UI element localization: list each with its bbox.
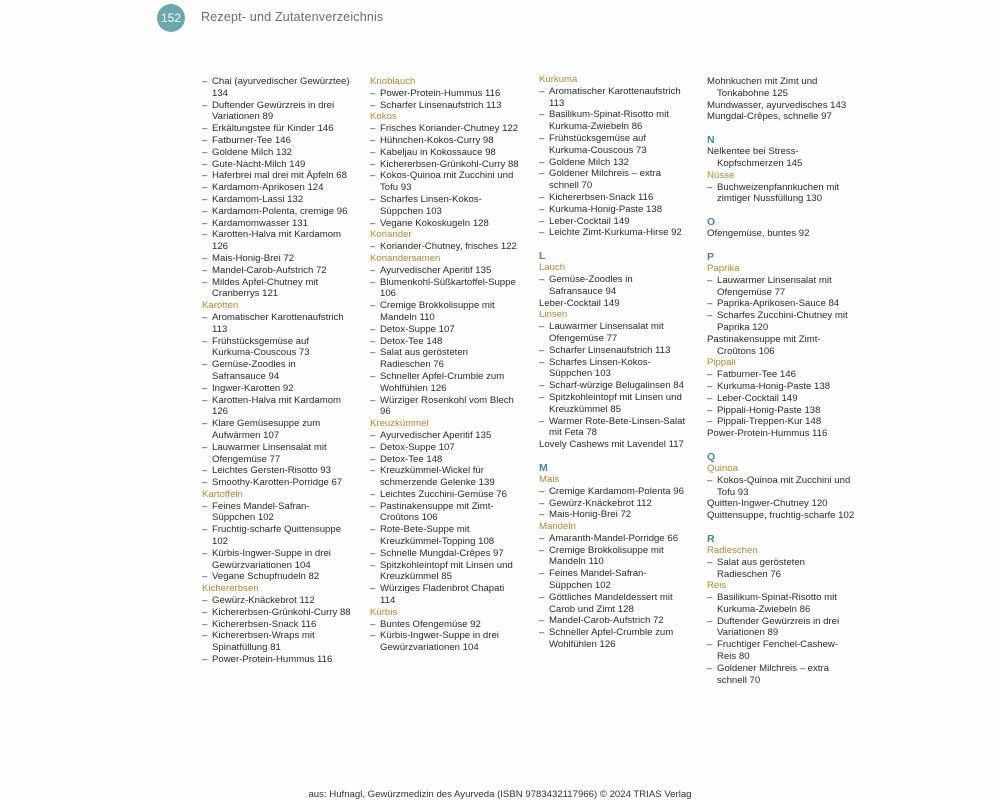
ingredient-heading: Nüsse — [707, 169, 735, 181]
recipe-entry: – Frisches Koriander-Chutney 122 — [370, 123, 520, 135]
recipe-entry: – Pastinakensuppe mit Zimt-Croûtons 106 — [370, 501, 520, 525]
recipe-entry: – Kurkuma-Honig-Paste 138 — [707, 381, 857, 393]
footer-citation: aus: Hufnagl, Gewürzmedizin des Ayurveda (ISBN 9783432117966) © 2024 TRIAS Verlag — [308, 789, 692, 800]
ingredient-heading: Kürbis — [370, 606, 398, 618]
recipe-entry: – Kardamom-Lassi 132 — [202, 194, 352, 206]
recipe-entry: – Pippali-Honig-Paste 138 — [707, 405, 857, 417]
recipe-entry: – Ingwer-Karotten 92 — [202, 383, 352, 395]
recipe-entry: – Vegane Kokoskugeln 128 — [370, 218, 520, 230]
recipe-entry: – Feines Mandel-Safran-Süppchen 102 — [539, 568, 689, 592]
recipe-entry: – Vegane Schupfnudeln 82 — [202, 571, 352, 583]
recipe-entry: – Fruchtig-scharfe Quittensuppe 102 — [202, 524, 352, 548]
recipe-entry: – Leber-Cocktail 149 — [707, 393, 857, 405]
recipe-entry: – Leber-Cocktail 149 — [539, 216, 689, 228]
recipe-entry: – Kardamom-Aprikosen 124 — [202, 182, 352, 194]
recipe-entry: – Scharfes Zucchini-Chutney mit Paprika 120 — [707, 310, 857, 334]
recipe-entry: – Scharf-würzige Belugalinsen 84 — [539, 380, 689, 392]
recipe-entry: – Mais-Honig-Brei 72 — [202, 253, 352, 265]
ingredient-heading: Koriandersamen — [370, 252, 441, 264]
recipe-entry: – Goldener Milchreis – extra schnell 70 — [539, 168, 689, 192]
recipe-entry: – Kichererbsen-Snack 116 — [202, 619, 352, 631]
recipe-entry: – Smoothy-Karotten-Porridge 67 — [202, 477, 352, 489]
recipe-entry: – Kabeljau in Kokossauce 98 — [370, 147, 520, 159]
index-letter-heading: O — [707, 216, 716, 229]
recipe-entry: – Gemüse-Zoodles in Safransauce 94 — [539, 274, 689, 298]
recipe-entry: – Cremige Brokkolisuppe mit Mandeln 110 — [539, 545, 689, 569]
ingredient-heading: Radieschen — [707, 544, 758, 556]
recipe-entry: – Salat aus gerösteten Radieschen 76 — [707, 557, 857, 581]
ingredient-heading: Pippali — [707, 357, 736, 369]
recipe-entry: – Mandel-Carob-Aufstrich 72 — [202, 265, 352, 277]
section-spacer — [707, 440, 857, 451]
section-spacer — [539, 239, 689, 250]
recipe-entry: – Pippali-Treppen-Kur 148 — [707, 416, 857, 428]
index-column-3 — [539, 74, 689, 651]
recipe-entry: – Spitzkohleintopf mit Linsen und Kreuzkümmel 85 — [539, 392, 689, 416]
section-spacer — [707, 205, 857, 216]
recipe-entry: – Mandel-Carob-Aufstrich 72 — [539, 615, 689, 627]
index-column-2 — [370, 76, 520, 654]
recipe-entry: – Kichererbsen-Grünkohl-Curry 88 — [202, 607, 352, 619]
recipe-entry: – Kichererbsen-Grünkohl-Curry 88 — [370, 159, 520, 171]
recipe-entry: – Power-Protein-Hummus 116 — [202, 654, 352, 666]
recipe-entry: – Lauwarmer Linsensalat mit Ofengemüse 77 — [202, 442, 352, 466]
recipe-entry: – Kichererbsen-Snack 116 — [539, 192, 689, 204]
recipe-entry: – Würziger Rosenkohl vom Blech 96 — [370, 395, 520, 419]
index-column-4 — [707, 76, 857, 686]
recipe-entry: – Kurkuma-Honig-Paste 138 — [539, 204, 689, 216]
recipe-entry: – Aromatischer Karottenaufstrich 113 — [539, 86, 689, 110]
ingredient-heading: Lauch — [539, 262, 566, 274]
recipe-entry: – Fatburner-Tee 146 — [202, 135, 352, 147]
index-entry: Power-Protein-Hummus 116 — [707, 428, 828, 440]
recipe-entry: – Mildes Apfel-Chutney mit Cranberrys 121 — [202, 277, 352, 301]
recipe-entry: – Detox-Tee 148 — [370, 454, 520, 466]
index-entry: Pastinakensuppe mit Zimt-Croûtons 106 — [707, 333, 821, 357]
recipe-entry: – Fruchtiger Fenchel-Cashew-Reis 80 — [707, 639, 857, 663]
recipe-entry: – Cremige Kardamom-Polenta 96 — [539, 486, 689, 498]
recipe-entry: – Lauwarmer Linsensalat mit Ofengemüse 77 — [707, 275, 857, 299]
recipe-entry: – Hühnchen-Kokos-Curry 98 — [370, 135, 520, 147]
recipe-entry: – Blumenkohl-Süßkartoffel-Suppe 106 — [370, 277, 520, 301]
ingredient-heading: Karotten — [202, 300, 239, 312]
recipe-entry: – Kreuzkümmel-Wickel für schmerzende Gelenke 139 — [370, 465, 520, 489]
recipe-entry: – Warmer Rote-Bete-Linsen-Salat mit Feta 78 — [539, 416, 689, 440]
section-spacer — [707, 240, 857, 251]
recipe-entry: – Paprika-Aprikosen-Sauce 84 — [707, 298, 857, 310]
recipe-entry: – Basilikum-Spinat-Risotto mit Kurkuma-Zwiebeln 86 — [707, 592, 857, 616]
section-spacer — [707, 522, 857, 533]
recipe-entry: – Ayurvedischer Aperitif 135 — [370, 430, 520, 442]
ingredient-heading: Kreuzkümmel — [370, 418, 429, 430]
recipe-entry: – Klare Gemüsesuppe zum Aufwärmen 107 — [202, 418, 352, 442]
recipe-entry: – Salat aus gerösteten Radieschen 76 — [370, 347, 520, 371]
index-entry: Quitten-Ingwer-Chutney 120 — [707, 498, 828, 510]
section-spacer — [539, 451, 689, 462]
recipe-entry: – Feines Mandel-Safran-Süppchen 102 — [202, 501, 352, 525]
recipe-entry: – Schneller Apfel-Crumble zum Wohlfühlen 126 — [370, 371, 520, 395]
recipe-entry: – Erkältungstee für Kinder 146 — [202, 123, 352, 135]
recipe-entry: – Kardamom-Polenta, cremige 96 — [202, 206, 352, 218]
recipe-entry: – Koriander-Chutney, frisches 122 — [370, 241, 520, 253]
recipe-entry: – Gemüse-Zoodles in Safransauce 94 — [202, 359, 352, 383]
recipe-entry: – Kokos-Quinoa mit Zucchini und Tofu 93 — [370, 170, 520, 194]
recipe-entry: – Karotten-Halva mit Kardamom 126 — [202, 229, 352, 253]
recipe-entry: – Göttliches Mandeldessert mit Carob und Zimt 128 — [539, 592, 689, 616]
index-entry: Mungdal-Crêpes, schnelle 97 — [707, 111, 832, 123]
recipe-entry: – Scharfer Linsenaufstrich 113 — [370, 100, 520, 112]
running-header-title: Rezept- und Zutatenverzeichnis — [201, 10, 384, 24]
recipe-entry: – Ayurvedischer Aperitif 135 — [370, 265, 520, 277]
recipe-entry: – Gewürz-Knäckebrot 112 — [539, 498, 689, 510]
recipe-entry: – Power-Protein-Hummus 116 — [370, 88, 520, 100]
index-letter-heading: N — [707, 134, 715, 147]
ingredient-heading: Linsen — [539, 309, 568, 321]
recipe-entry: – Basilikum-Spinat-Risotto mit Kurkuma-Zwiebeln 86 — [539, 109, 689, 133]
index-entry: Mohnkuchen mit Zimt und Tonkabohne 125 — [707, 76, 818, 99]
index-letter-heading: L — [539, 250, 546, 263]
recipe-entry: – Leichtes Zucchini-Gemüse 76 — [370, 489, 520, 501]
recipe-entry: – Cremige Brokkolisuppe mit Mandeln 110 — [370, 300, 520, 324]
recipe-entry: – Kokos-Quinoa mit Zucchini und Tofu 93 — [707, 475, 857, 499]
recipe-entry: – Goldene Milch 132 — [539, 157, 689, 169]
recipe-entry: – Spitzkohleintopf mit Linsen und Kreuzkümmel 85 — [370, 560, 520, 584]
recipe-entry: – Gute-Nacht-Milch 149 — [202, 159, 352, 171]
recipe-entry: – Detox-Suppe 107 — [370, 324, 520, 336]
recipe-entry: – Rote-Bete-Suppe mit Kreuzkümmel-Topping 108 — [370, 524, 520, 548]
recipe-entry: – Haferbrei mal drei mit Äpfeln 68 — [202, 170, 352, 182]
index-entry: Mundwasser, ayurvedisches 143 — [707, 99, 847, 111]
ingredient-heading: Reis — [707, 580, 727, 592]
recipe-entry: – Schnelle Mungdal-Crêpes 97 — [370, 548, 520, 560]
recipe-entry: – Detox-Tee 148 — [370, 336, 520, 348]
index-letter-heading: P — [707, 250, 715, 263]
recipe-entry: – Scharfes Linsen-Kokos-Süppchen 103 — [370, 194, 520, 218]
index-letter-heading: M — [539, 461, 548, 474]
page-number-badge: 152 — [157, 4, 185, 32]
recipe-entry: – Frühstücksgemüse auf Kurkuma-Couscous 73 — [202, 336, 352, 360]
index-letter-heading: Q — [707, 450, 716, 463]
index-entry: Quittensuppe, fruchtig-scharfe 102 — [707, 510, 855, 522]
recipe-entry: – Kürbis-Ingwer-Suppe in drei Gewürzvariationen 104 — [202, 548, 352, 572]
recipe-entry: – Leichtes Gersten-Risotto 93 — [202, 465, 352, 477]
recipe-entry: – Aromatischer Karottenaufstrich 113 — [202, 312, 352, 336]
ingredient-heading: Mandeln — [539, 521, 576, 533]
ingredient-heading: Quinoa — [707, 462, 738, 474]
recipe-entry: – Buntes Ofengemüse 92 — [370, 619, 520, 631]
recipe-entry: – Kürbis-Ingwer-Suppe in drei Gewürzvariationen 104 — [370, 630, 520, 654]
recipe-entry: – Kichererbsen-Wraps mit Spinatfüllung 81 — [202, 630, 352, 654]
ingredient-heading: Kichererbsen — [202, 583, 259, 595]
recipe-entry: – Gewürz-Knäckebrot 112 — [202, 595, 352, 607]
index-letter-heading: R — [707, 532, 715, 545]
index-column-1 — [202, 76, 352, 666]
recipe-entry: – Buchweizenpfannkuchen mit zimtiger Nussfüllung 130 — [707, 182, 857, 206]
recipe-entry: – Frühstücksgemüse auf Kurkuma-Couscous 73 — [539, 133, 689, 157]
recipe-entry: – Karotten-Halva mit Kardamom 126 — [202, 395, 352, 419]
recipe-entry: – Würziges Fladenbrot Chapati 114 — [370, 583, 520, 607]
index-entry: Ofengemüse, buntes 92 — [707, 228, 810, 240]
ingredient-heading: Mais — [539, 473, 560, 485]
recipe-entry: – Chai (ayurvedischer Gewürztee) 134 — [202, 76, 352, 100]
section-spacer — [707, 123, 857, 134]
ingredient-heading: Knoblauch — [370, 76, 416, 87]
index-entry: Lovely Cashews mit Lavendel 117 — [539, 439, 684, 451]
recipe-entry: – Schneller Apfel-Crumble zum Wohlfühlen 126 — [539, 627, 689, 651]
recipe-entry: – Mais-Honig-Brei 72 — [539, 509, 689, 521]
ingredient-heading: Paprika — [707, 262, 740, 274]
recipe-entry: – Goldene Milch 132 — [202, 147, 352, 159]
index-entry: Leber-Cocktail 149 — [539, 297, 620, 309]
recipe-entry: – Goldener Milchreis – extra schnell 70 — [707, 663, 857, 687]
recipe-entry: – Lauwarmer Linsensalat mit Ofengemüse 77 — [539, 321, 689, 345]
ingredient-heading: Koriander — [370, 229, 412, 241]
ingredient-heading: Kartoffeln — [202, 488, 243, 500]
recipe-entry: – Scharfer Linsenaufstrich 113 — [539, 345, 689, 357]
recipe-entry: – Amaranth-Mandel-Porridge 66 — [539, 533, 689, 545]
recipe-entry: – Fatburner-Tee 146 — [707, 369, 857, 381]
ingredient-heading: Kokos — [370, 111, 397, 123]
recipe-entry: – Kardamomwasser 131 — [202, 218, 352, 230]
index-entry: Nelkentee bei Stress-Kopfschmerzen 145 — [707, 146, 803, 169]
recipe-entry: – Detox-Suppe 107 — [370, 442, 520, 454]
recipe-entry: – Leichte Zimt-Kurkuma-Hirse 92 — [539, 227, 689, 239]
recipe-entry: – Duftender Gewürzreis in drei Variationen 89 — [202, 100, 352, 124]
ingredient-heading: Kurkuma — [539, 74, 578, 85]
recipe-entry: – Duftender Gewürzreis in drei Variationen 89 — [707, 616, 857, 640]
recipe-entry: – Scharfes Linsen-Kokos-Süppchen 103 — [539, 357, 689, 381]
